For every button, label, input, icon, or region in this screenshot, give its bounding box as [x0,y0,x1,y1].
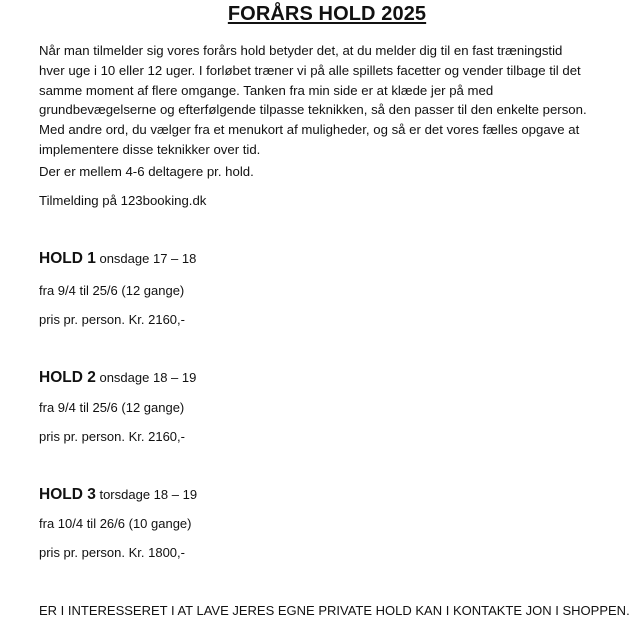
hold-2-schedule: onsdage 18 – 19 [99,370,197,385]
signup-text: Tilmelding på 123booking.dk [39,193,207,208]
hold-1-schedule: onsdage 17 – 18 [99,251,197,266]
hold-3-heading [39,486,197,504]
intro-line: grundbevægelserne og efterfølgende tilpasse teknikken, så den passer til den enkelte person. [39,102,587,118]
intro-line: Når man tilmelder sig vores forårs hold betyder det, at du melder dig til en fast træningstid [39,43,563,58]
hold-1-heading [39,250,196,268]
hold-2-name: HOLD 2 [39,369,96,386]
hold-2-period: fra 9/4 til 25/6 (12 gange) [39,400,185,415]
intro-line: implementere disse teknikker over tid. [39,141,261,157]
hold-1-name: HOLD 1 [39,250,96,267]
private-hold-notice: ER I INTERESSERET I AT LAVE JERES EGNE PRIVATE HOLD KAN I KONTAKTE JON I SHOPPEN. [39,603,630,618]
hold-2-heading [39,369,196,387]
hold-3-period: fra 10/4 til 26/6 (10 gange) [39,516,192,531]
intro-line: hver uge i 10 eller 12 uger. I forløbet træner vi på alle spillets facetter og vender tilbage til det [39,62,581,78]
hold-1-period: fra 9/4 til 25/6 (12 gange) [39,283,185,298]
intro-paragraph [39,41,629,160]
hold-1-price: pris pr. person. Kr. 2160,- [39,312,185,327]
page-title: FORÅRS HOLD 2025 [227,3,427,25]
hold-3-name: HOLD 3 [39,486,96,503]
intro-line: Med andre ord, du vælger fra et menukort af muligheder, og så er det vores fælles opgave at [39,122,580,138]
hold-3-schedule: torsdage 18 – 19 [99,487,198,502]
intro-line: samme moment af flere omgange. Tanken fra min side er at klæde jer på med [39,82,494,98]
hold-3-price: pris pr. person. Kr. 1800,- [39,545,185,560]
hold-2-price: pris pr. person. Kr. 2160,- [39,429,185,444]
participants-text: Der er mellem 4-6 deltagere pr. hold. [39,164,254,179]
